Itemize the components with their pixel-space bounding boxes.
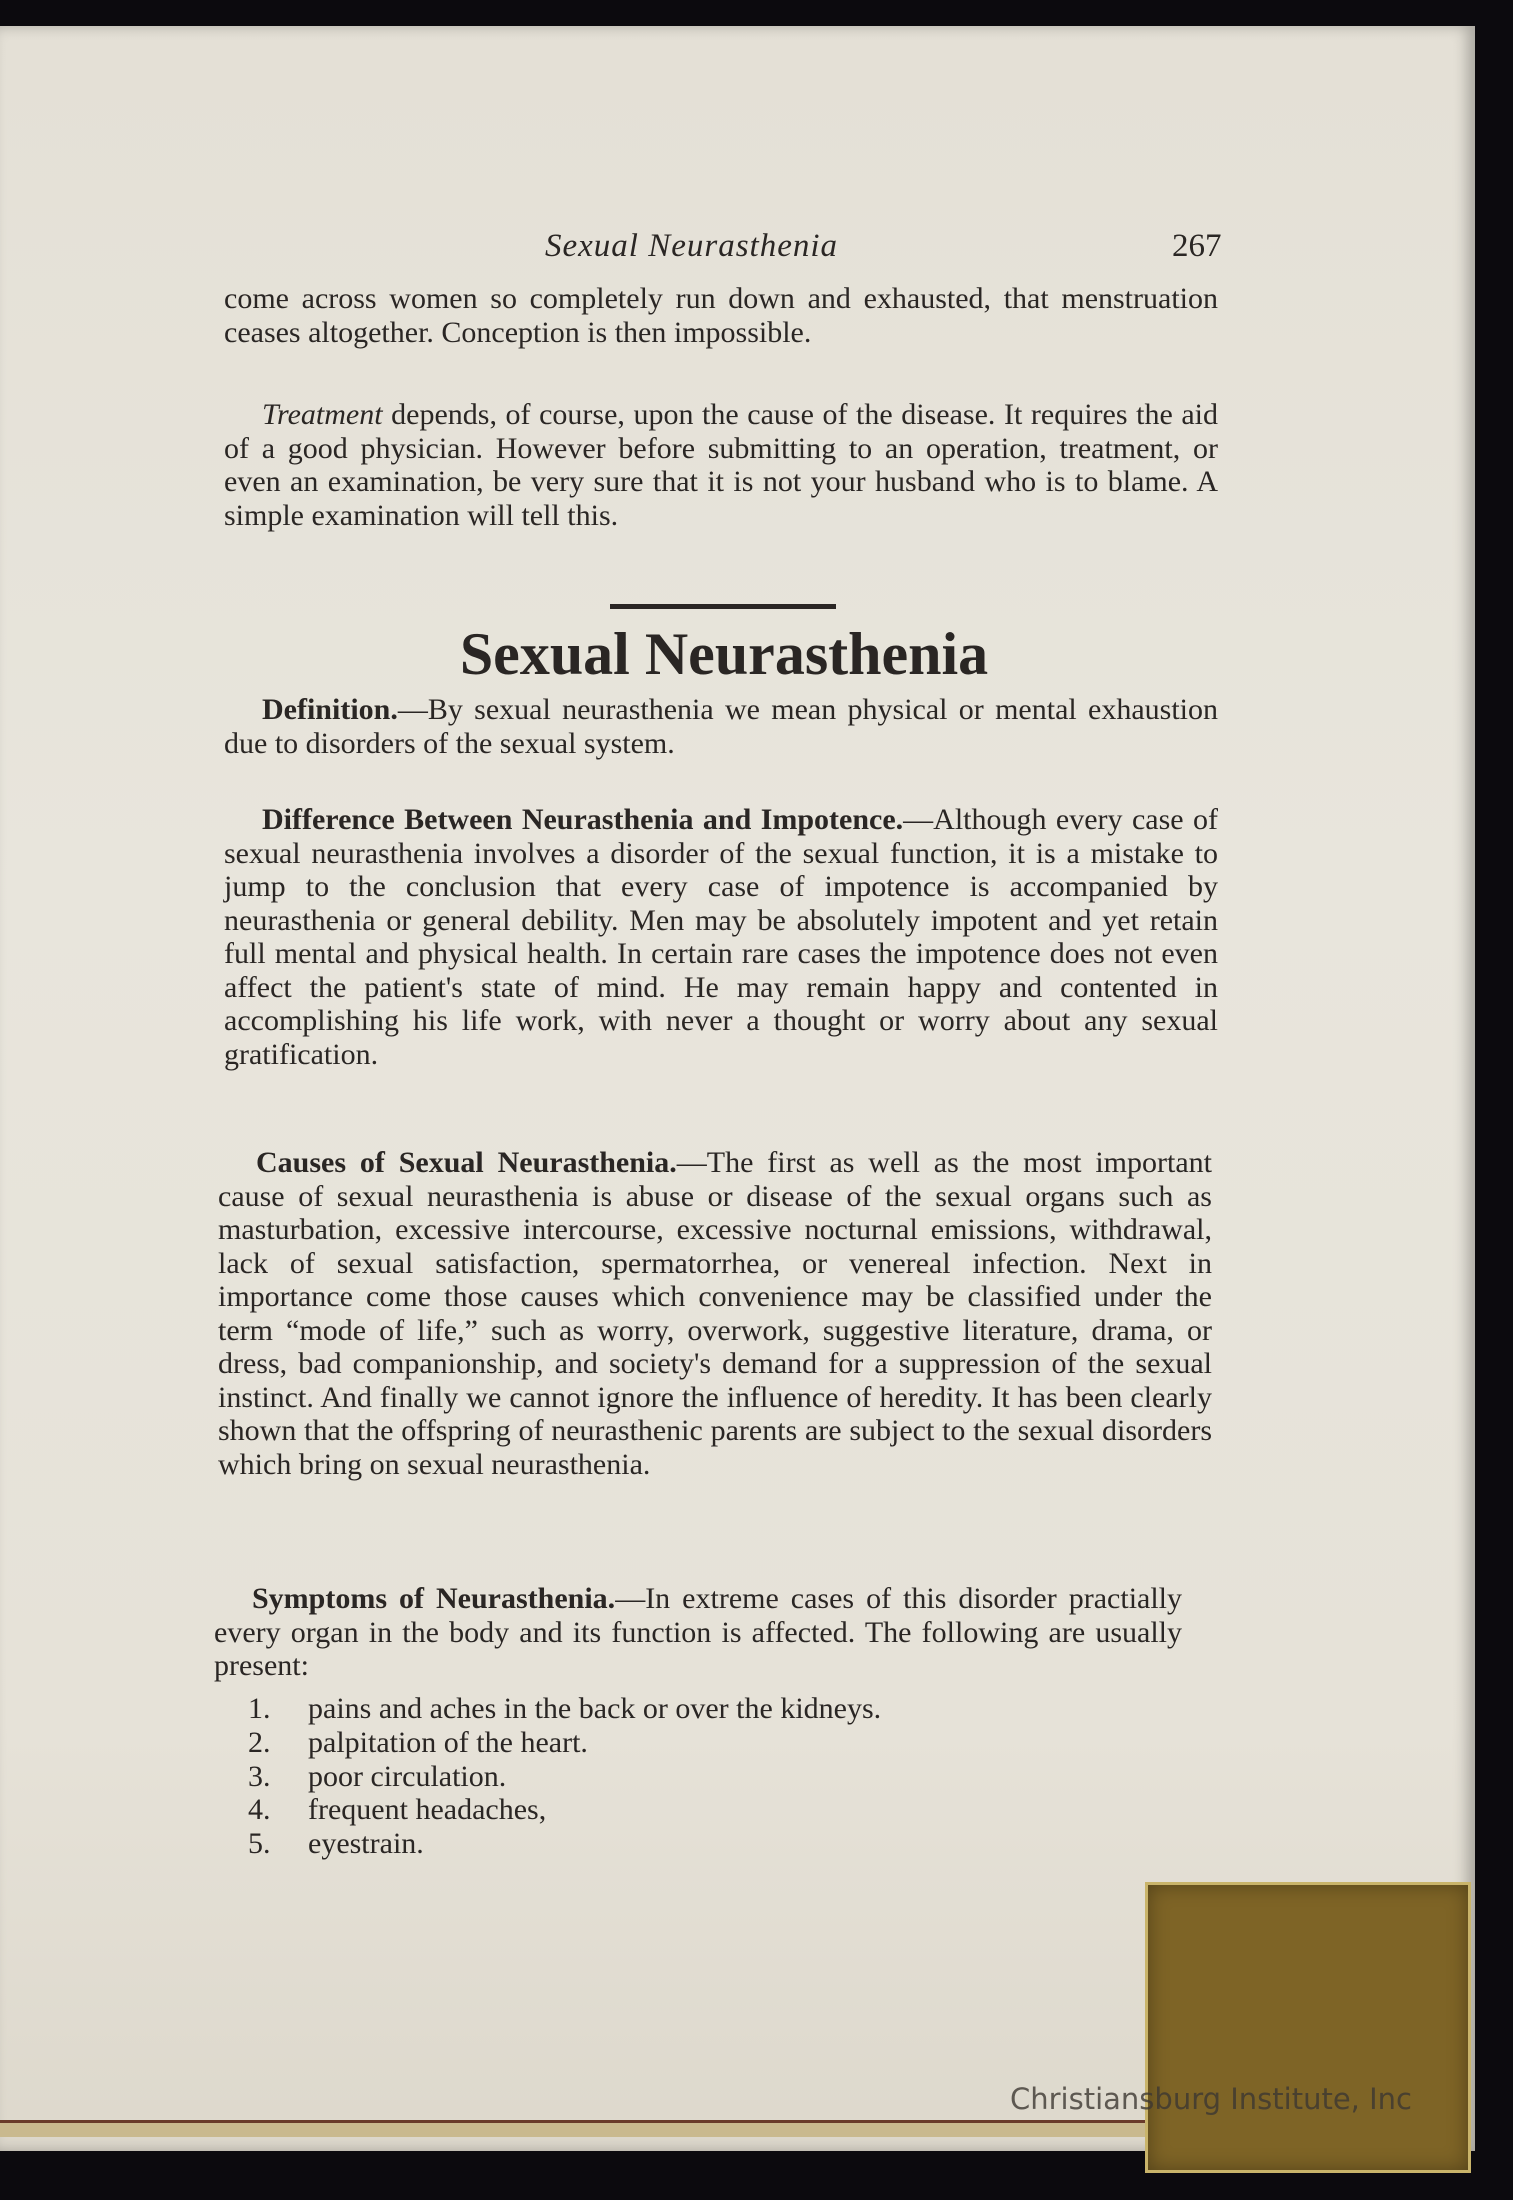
item-text: frequent headaches, [308,1793,547,1827]
definition-heading: Definition. [262,693,398,726]
item-number: 1. [248,1692,271,1725]
list-item [248,1692,881,1726]
symptoms-list [248,1692,881,1861]
paragraph-definition [224,693,1218,760]
item-number: 4. [248,1793,271,1827]
treatment-lead: Treatment [262,398,383,431]
list-item [248,1793,881,1827]
symptoms-text: —In extreme cases of this disorder practially every organ in the body and its function is affected. The following are usually present: [214,1582,1183,1682]
running-header: Sexual Neurasthenia [545,228,839,264]
causes-heading: Causes of Sexual Neurasthenia. [256,1146,677,1179]
symptoms-heading: Symptoms of Neurasthenia. [252,1582,616,1615]
paragraph-treatment [224,398,1218,532]
difference-heading: Difference Between Neurasthenia and Impotence. [262,803,904,836]
section-title: Sexual Neurasthenia [459,621,989,687]
page-holder-tab [1145,1882,1471,2173]
item-text: palpitation of the heart. [308,1725,588,1759]
causes-text: —The first as well as the most important cause of sexual neurasthenia is abuse or disease of the sexual organs such as masturbation, excessive intercourse, excessive nocturnal emissions, withdrawal, lack of sexual satisfaction, spermatorrhea, or venereal infection. Next in importance come those causes which convenience may be classified under the term “mode of life,” such as worry, overwork, suggestive literature, drama, or dress, bad companionship, and society's demand for a suppression of the sexual instinct. And finally we cannot ignore the influence of heredity. It has been clearly shown that the offspring of neurasthenic parents are subject to the sexual disorders which bring on sexual neurasthenia. [218,1146,1212,1481]
item-text: eyestrain. [308,1827,424,1861]
watermark: Christiansburg Institute, Inc [1010,2082,1412,2116]
item-text: pains and aches in the back or over the kidneys. [308,1692,882,1725]
paragraph-continued: come across women so completely run down and exhausted, that menstruation ceases altogether. Conception is then impossible. [224,282,1218,349]
list-item [248,1827,881,1861]
section-divider [610,604,836,609]
treatment-text: depends, of course, upon the cause of the disease. It requires the aid of a good physician. However before submitting to an operation, treatment, or even an examination, be very sure that it is not your husband who is to blame. A simple examination will tell this. [224,398,1218,532]
item-number: 5. [248,1827,271,1861]
item-number: 2. [248,1725,271,1759]
definition-text: —By sexual neurasthenia we mean physical or mental exhaustion due to disorders of the sexual system. [224,693,1218,760]
page-number: 267 [1172,228,1222,264]
paragraph-symptoms [214,1582,1182,1683]
item-number: 3. [248,1759,271,1793]
page-edge [0,2120,1160,2137]
difference-text: —Although every case of sexual neurasthenia involves a disorder of the sexual function, it is a mistake to jump to the conclusion that every case of impotence is accompanied by neurasthenia or general debility. Men may be absolutely impotent and yet retain full mental and physical health. In certain rare cases the impotence does not even affect the patient's state of mind. He may remain happy and contented in accomplishing his life work, with never a thought or worry about any sexual gratification. [224,803,1218,1071]
item-text: poor circulation. [308,1759,507,1793]
paragraph-causes [218,1146,1212,1481]
list-item [248,1726,881,1760]
list-item [248,1760,881,1794]
paragraph-difference [224,803,1218,1071]
